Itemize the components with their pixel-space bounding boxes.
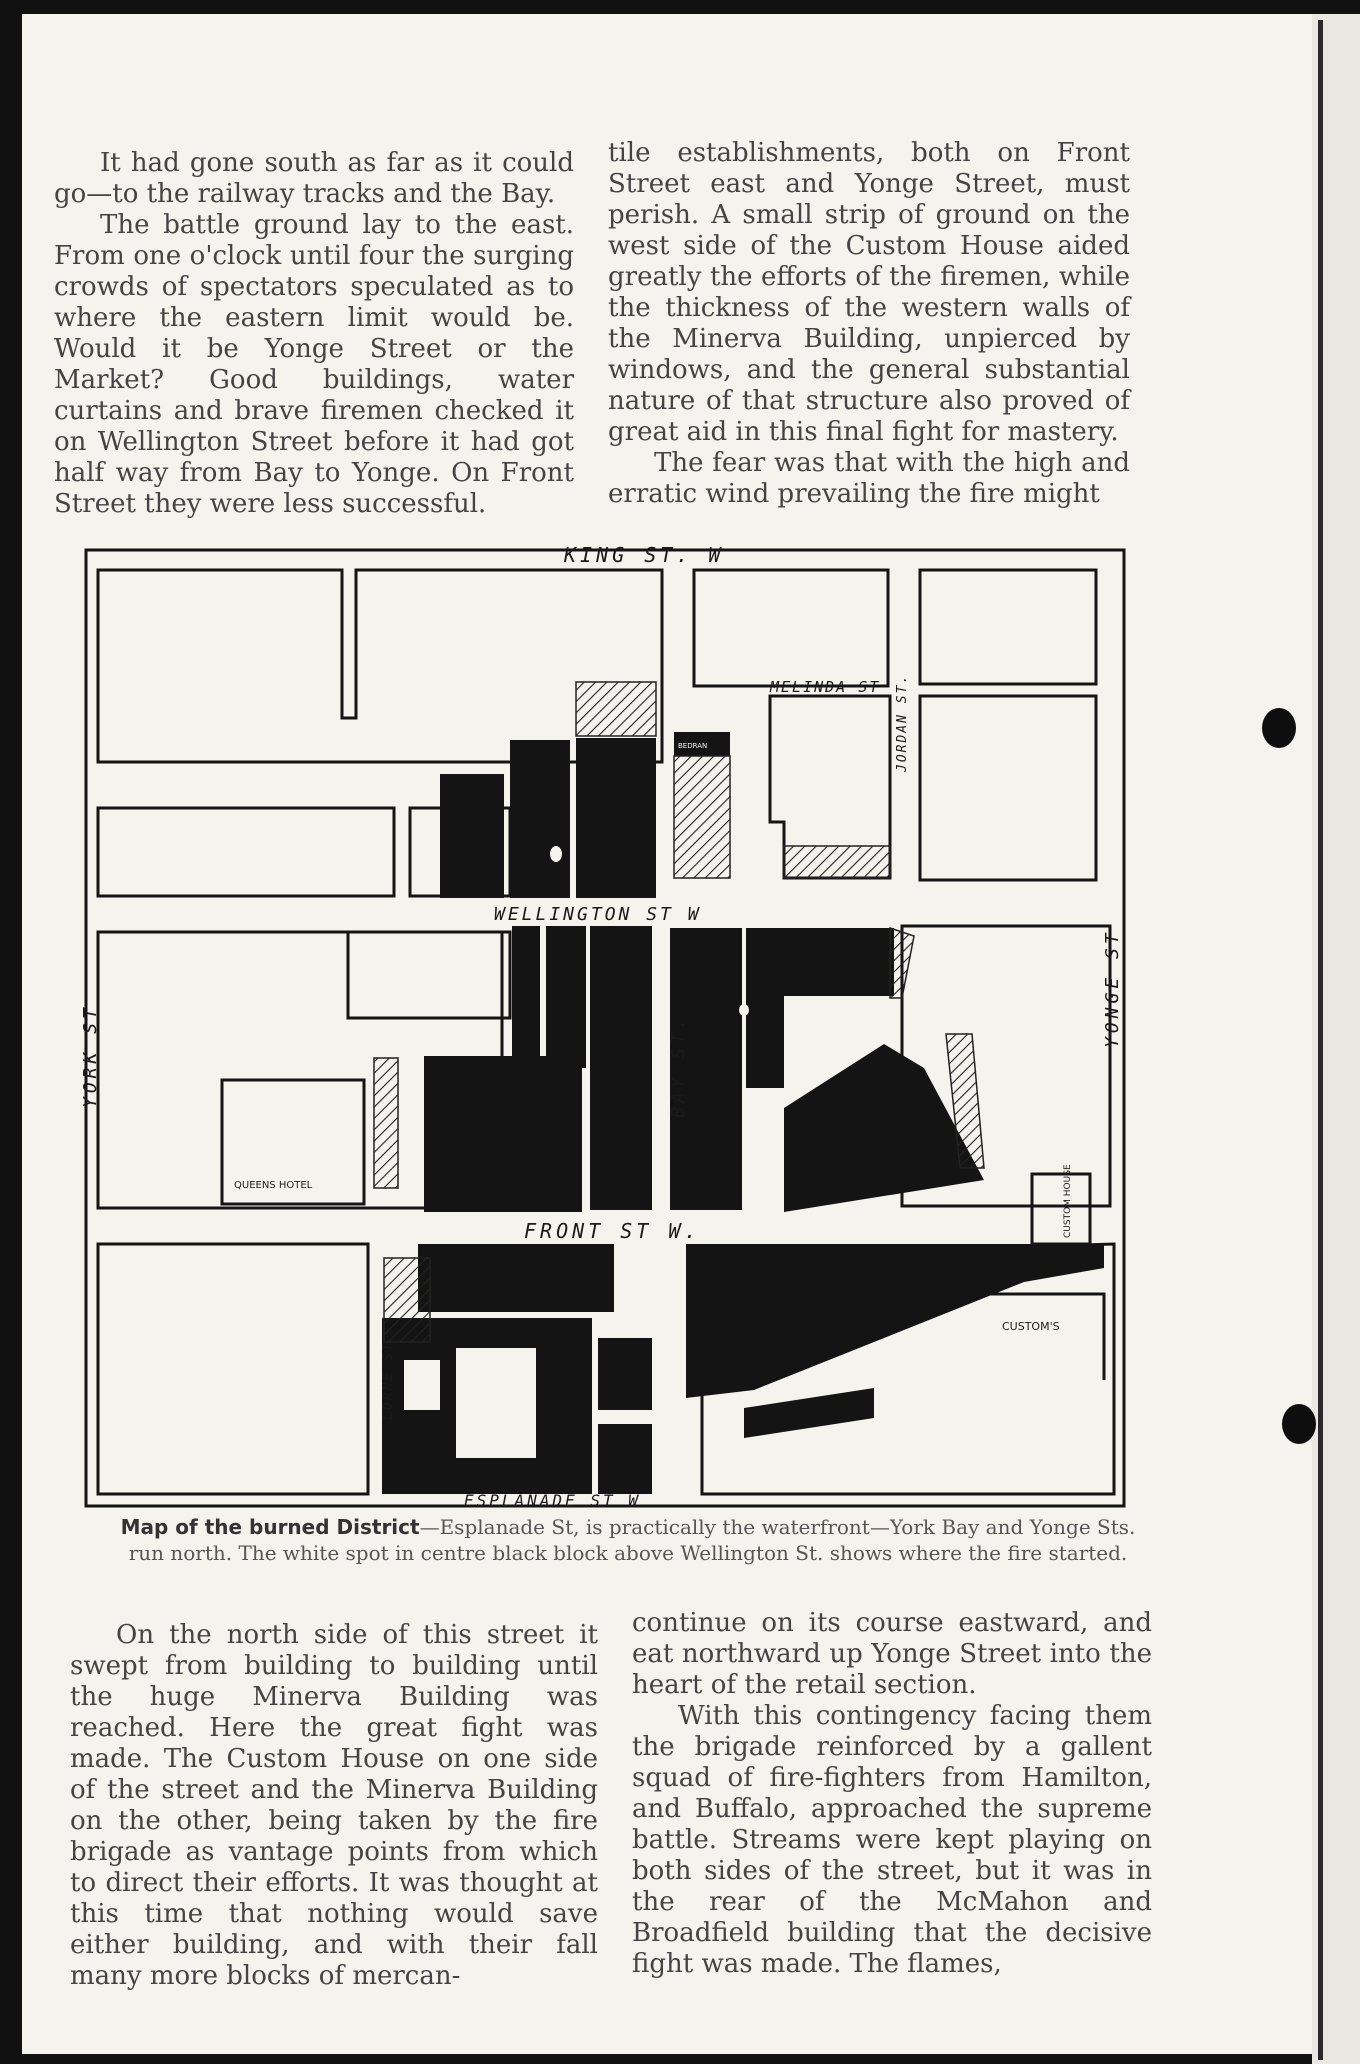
block-outline bbox=[98, 808, 394, 896]
burned-district-map bbox=[80, 543, 1126, 1510]
street-label-esplanade: ESPLANADE ST W bbox=[464, 1491, 641, 1510]
burned-block bbox=[598, 1338, 652, 1410]
damaged-block bbox=[576, 682, 656, 736]
damaged-block bbox=[384, 1258, 430, 1342]
street-label-jordan: JORDAN ST. bbox=[895, 673, 910, 772]
customs-outline bbox=[984, 1294, 1104, 1380]
street-label-yonge: YONGE ST bbox=[1102, 929, 1123, 1048]
unburned-area bbox=[739, 1004, 749, 1016]
burned-block bbox=[424, 1056, 582, 1212]
page-binding-line bbox=[1318, 20, 1323, 2060]
caption-lead: Map of the burned District bbox=[120, 1515, 420, 1539]
unburned-area bbox=[456, 1348, 536, 1458]
burned-block bbox=[598, 1424, 652, 1494]
block-outline bbox=[920, 696, 1096, 880]
building-label-custom-house: CUSTOM HOUSE bbox=[1063, 1164, 1073, 1238]
binding-hole bbox=[1282, 1404, 1316, 1444]
damaged-block bbox=[674, 756, 730, 878]
unburned-area bbox=[404, 1360, 440, 1410]
street-label-lorne: LORNE ST. bbox=[381, 1331, 396, 1420]
street-label-york: YORK ST bbox=[80, 1004, 101, 1108]
fire-origin-spot bbox=[550, 846, 562, 862]
block-outline bbox=[694, 570, 888, 686]
burned-block bbox=[590, 926, 652, 1210]
block-outline bbox=[348, 932, 510, 1018]
building-label-queens-hotel: QUEENS HOTEL bbox=[234, 1180, 313, 1191]
custom-house-outline bbox=[1032, 1174, 1090, 1244]
damaged-block bbox=[374, 1058, 398, 1188]
burned-block bbox=[576, 738, 656, 898]
text-column-bottom-left bbox=[70, 1620, 598, 1992]
street-label-king: KING ST. W bbox=[564, 543, 725, 567]
street-label-wellington: WELLINGTON ST W bbox=[494, 904, 702, 925]
street-label-front: FRONT ST W. bbox=[524, 1219, 701, 1243]
paragraph: tile establishments, both on Front Street east and Yonge Street, must perish. A small strip of ground on the west side of the Custom House aided greatly the efforts of the firemen, while the thickness of the western walls of the Minerva Building, unpierced by windows, and the general substantial nature of that structure also proved of great aid in this final fight for mastery. bbox=[608, 138, 1130, 447]
paragraph: The fear was that with the high and erratic wind prevailing the fire might bbox=[608, 448, 1130, 509]
paragraph: With this contingency facing them the brigade reinforced by a gallent squad of fire-fighters from Hamilton, and Buffalo, approached the supreme battle. Streams were kept playing on both sides of the street, but it was in the rear of the McMahon and Broadfield building that the decisive fight was made. The flames, bbox=[632, 1701, 1152, 1979]
burned-block bbox=[744, 1388, 874, 1438]
burned-block bbox=[418, 1244, 614, 1312]
paragraph: It had gone south as far as it could go—to the railway tracks and the Bay. bbox=[54, 148, 574, 209]
block-outline bbox=[920, 570, 1096, 684]
damaged-block bbox=[890, 928, 914, 998]
text-column-top-right bbox=[608, 138, 1130, 510]
damaged-block bbox=[784, 846, 890, 878]
burned-block bbox=[512, 926, 540, 1068]
map-caption bbox=[108, 1514, 1148, 1566]
building-label-small: BEDRAN bbox=[678, 742, 708, 750]
burned-block bbox=[510, 740, 570, 898]
text-column-bottom-right bbox=[632, 1608, 1152, 1980]
block-outline bbox=[98, 1244, 368, 1494]
text-column-top-left bbox=[54, 148, 574, 520]
paragraph: The battle ground lay to the east. From one o'clock until four the surging crowds of spectators speculated as to where the eastern limit would be. Would it be Yonge Street or the Market? Good buildings, water curtains and brave firemen checked it on Wellington Street before it had got half way from Bay to Yonge. On Front Street they were less successful. bbox=[54, 210, 574, 519]
paragraph: continue on its course eastward, and eat northward up Yonge Street into the heart of the retail section. bbox=[632, 1608, 1152, 1700]
paragraph: On the north side of this street it swept from building to building until the huge Minerva Building was reached. Here the great fight was made. The Custom House on one side of the street and the Minerva Building on the other, being taken by the fire brigade as vantage points from which to direct their efforts. It was thought at this time that nothing would save either building, and with their fall many more blocks of mercan- bbox=[70, 1620, 598, 1991]
burned-block bbox=[440, 774, 504, 898]
building-label-customs: CUSTOM'S bbox=[1002, 1320, 1060, 1333]
caption-text: —Esplanade St, is practically the waterfront—York Bay and Yonge Sts. run north. The white spot in centre black block above Wellington St. shows where the fire started. bbox=[128, 1515, 1136, 1565]
street-label-melinda: MELINDA ST bbox=[770, 678, 881, 696]
burned-block bbox=[546, 926, 586, 1068]
street-label-bay: BAY ST. bbox=[668, 1014, 689, 1118]
binding-hole bbox=[1262, 708, 1296, 748]
